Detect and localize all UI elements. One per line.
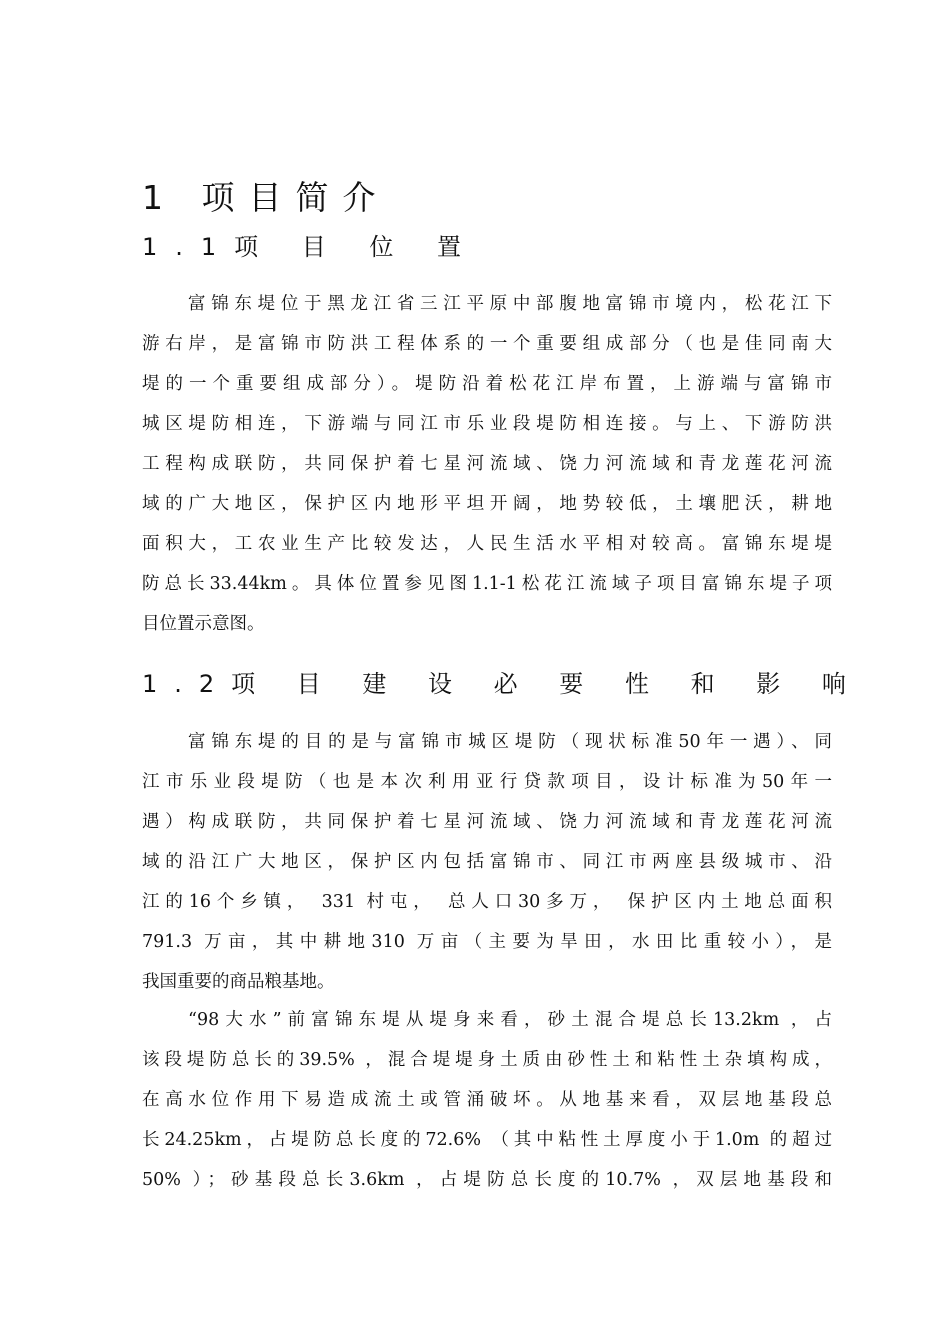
paragraph-line: 城区堤防相连，下游端与同江市乐业段堤防相连接。与上、下游防洪 — [142, 414, 832, 434]
paragraph-line: 该段堤防总长的39.5% ，混合堤堤身土质由砂性土和粘性土杂填构成， — [142, 1050, 832, 1070]
paragraph-line: 面积大，工农业生产比较发达，人民生活水平相对较高。富锦东堤堤 — [142, 534, 832, 554]
paragraph-line: 游右岸，是富锦市防洪工程体系的一个重要组成部分（也是佳同南大 — [142, 334, 832, 354]
paragraph-line: 50% ）；砂基段总长3.6km ，占堤防总长度的10.7% ，双层地基段和 — [142, 1170, 832, 1190]
paragraph-line: 域的广大地区，保护区内地形平坦开阔，地势较低，土壤肥沃，耕地 — [142, 494, 832, 514]
paragraph-line: 江市乐业段堤防（也是本次利用亚行贷款项目，设计标准为50年一 — [142, 772, 832, 792]
paragraph-line: 富锦东堤位于黑龙江省三江平原中部腹地富锦市境内，松花江下 — [188, 294, 832, 314]
paragraph-line: 堤的一个重要组成部分）。堤防沿着松花江岸布置，上游端与富锦市 — [142, 374, 832, 394]
section-1-2-paragraph-1 — [142, 722, 832, 1002]
paragraph-line: 富锦东堤的目的是与富锦市城区堤防（现状标准50年一遇）、同 — [188, 732, 832, 752]
paragraph-line: 江的16个乡镇， 331 村屯， 总人口30多万， 保护区内土地总面积 — [142, 892, 832, 912]
paragraph-line: “98大水”前富锦东堤从堤身来看，砂土混合堤总长13.2km ，占 — [188, 1010, 832, 1030]
paragraph-line: 791.3 万亩，其中耕地310 万亩（主要为旱田，水田比重较小），是 — [142, 932, 832, 952]
paragraph-line: 防总长33.44km。具体位置参见图1.1-1松花江流域子项目富锦东堤子项 — [142, 574, 832, 594]
paragraph-line: 目位置示意图。 — [142, 614, 265, 634]
paragraph-line: 遇）构成联防，共同保护着七星河流域、饶力河流域和青龙莲花河流 — [142, 812, 832, 832]
paragraph-line: 在高水位作用下易造成流土或管涌破坏。从地基来看，双层地基段总 — [142, 1090, 832, 1110]
section-1-heading: 1 项目简介 — [142, 178, 390, 217]
paragraph-line: 域的沿江广大地区，保护区内包括富锦市、同江市两座县级城市、沿 — [142, 852, 832, 872]
paragraph-line: 长24.25km，占堤防总长度的72.6% （其中粘性土厚度小于1.0m 的超过 — [142, 1130, 832, 1150]
paragraph-line: 我国重要的商品粮基地。 — [142, 972, 335, 992]
section-1-1-paragraph — [142, 284, 832, 644]
section-1-1-heading: 1.1项 目 位 置 — [142, 233, 480, 261]
paragraph-line: 工程构成联防，共同保护着七星河流域、饶力河流域和青龙莲花河流 — [142, 454, 832, 474]
section-1-2-paragraph-2 — [142, 1000, 832, 1200]
section-1-2-heading: 1.2项 目 建 设 必 要 性 和 影 响 — [142, 670, 863, 698]
